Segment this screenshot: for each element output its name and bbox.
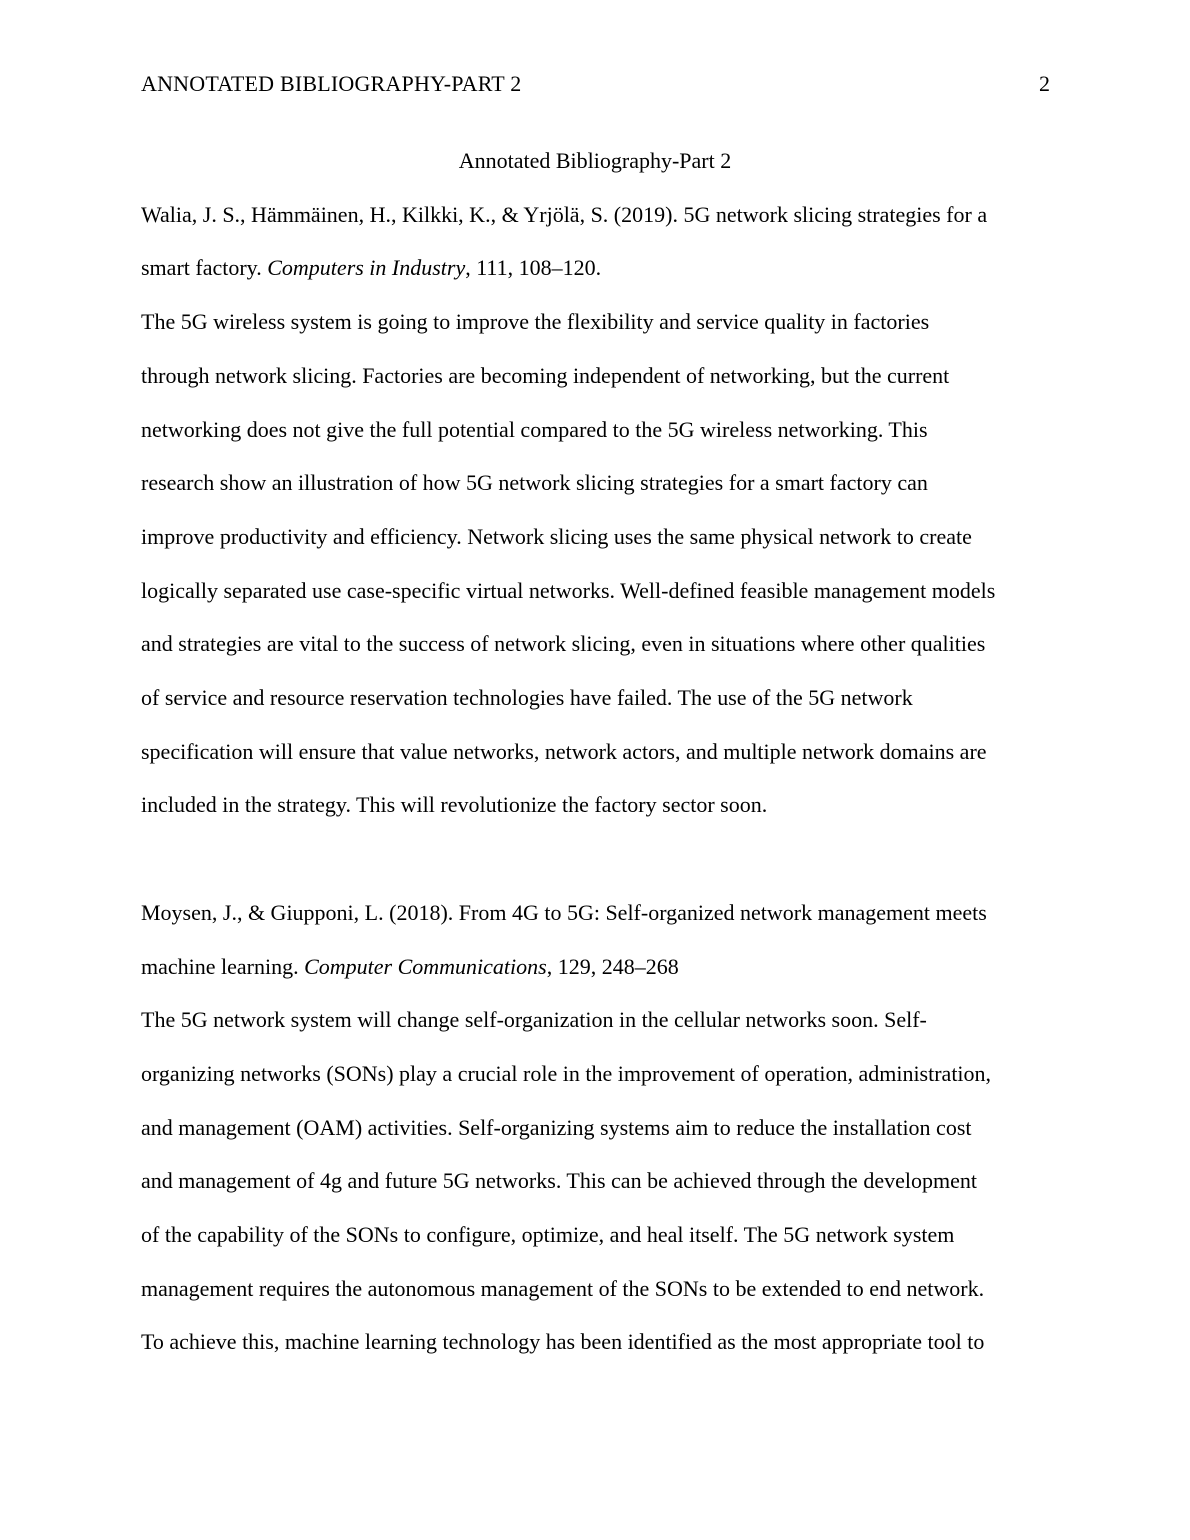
annotation-line: of service and resource reservation technologies have failed. The use of the 5G network — [141, 685, 913, 711]
annotation-line: and strategies are vital to the success of network slicing, even in situations where other qualities — [141, 631, 986, 657]
annotation-line: research show an illustration of how 5G network slicing strategies for a smart factory can — [141, 470, 928, 496]
annotation-line: The 5G wireless system is going to improve the flexibility and service quality in factories — [141, 309, 930, 335]
annotation-line: and management (OAM) activities. Self-organizing systems aim to reduce the installation cost — [141, 1114, 972, 1140]
annotation-line: networking does not give the full potential compared to the 5G wireless networking. This — [141, 416, 928, 442]
annotation-line: included in the strategy. This will revolutionize the factory sector soon. — [141, 792, 768, 818]
citation-line: Moysen, J., & Giupponi, L. (2018). From 4G to 5G: Self-organized network management meets — [141, 899, 987, 925]
annotation-line: and management of 4g and future 5G networks. This can be achieved through the development — [141, 1168, 977, 1194]
annotation-line: of the capability of the SONs to configure, optimize, and heal itself. The 5G network system — [141, 1222, 955, 1248]
citation-text: smart factory. — [141, 255, 268, 281]
citation-text: machine learning. — [141, 953, 305, 979]
annotation-line: To achieve this, machine learning technology has been identified as the most appropriate tool to — [141, 1329, 985, 1355]
document-title: Annotated Bibliography-Part 2 — [458, 148, 732, 173]
page-number: 2 — [1039, 71, 1050, 96]
journal-title: Computer Communications — [304, 953, 547, 979]
annotation-line: management requires the autonomous management of the SONs to be extended to end network. — [141, 1275, 985, 1301]
citation-text: , 111, 108–120. — [465, 255, 602, 281]
citation-line — [141, 241, 1061, 295]
annotation-line: The 5G network system will change self-organization in the cellular networks soon. Self- — [141, 1007, 927, 1033]
annotation-paragraph — [141, 993, 1061, 1369]
bibliography-entry — [141, 886, 1061, 1369]
annotation-line: through network slicing. Factories are becoming independent of networking, but the current — [141, 362, 950, 388]
annotation-line: improve productivity and efficiency. Network slicing uses the same physical network to create — [141, 523, 972, 549]
annotation-line: logically separated use case-specific virtual networks. Well-defined feasible management models — [141, 577, 996, 603]
bibliography-entry — [141, 188, 1061, 832]
journal-title: Computers in Industry — [267, 255, 466, 281]
annotation-line: specification will ensure that value networks, network actors, and multiple network domains are — [141, 738, 987, 764]
annotation-paragraph — [141, 295, 1061, 832]
citation-text: , 129, 248–268 — [546, 953, 679, 979]
blank-line — [141, 832, 1061, 886]
citation-line — [141, 940, 1061, 994]
document-body — [141, 134, 1061, 1369]
citation-line: Walia, J. S., Hämmäinen, H., Kilkki, K., & Yrjölä, S. (2019). 5G network slicing strategies for a — [141, 201, 988, 227]
running-head: ANNOTATED BIBLIOGRAPHY-PART 2 — [141, 71, 522, 96]
annotation-line: organizing networks (SONs) play a crucial role in the improvement of operation, administration, — [141, 1060, 992, 1086]
